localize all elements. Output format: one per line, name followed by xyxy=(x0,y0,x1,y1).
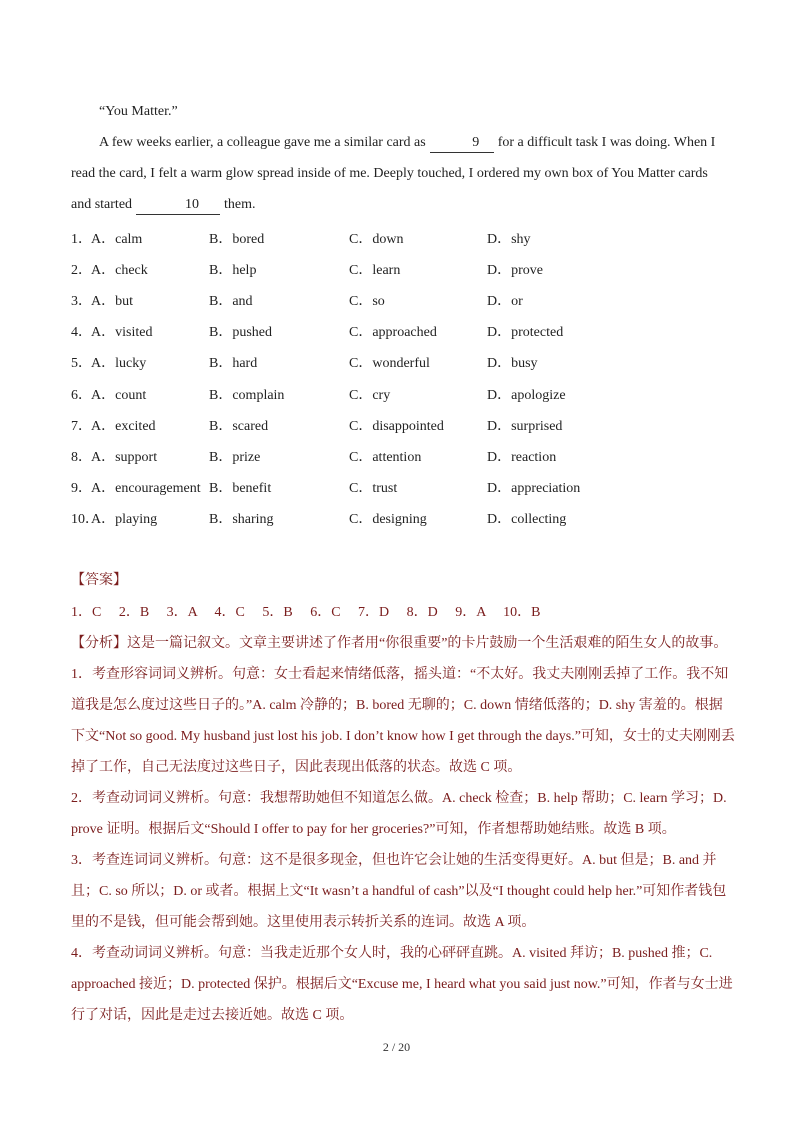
answer-heading: 【答案】 xyxy=(71,573,127,588)
question-number: 5． xyxy=(71,356,92,372)
option-a: A．playing xyxy=(91,512,158,528)
option-a: A．but xyxy=(91,293,133,309)
option-row xyxy=(71,284,731,315)
option-a: A．encouragement xyxy=(91,481,201,497)
option-row xyxy=(71,222,731,253)
option-d: D．appreciation xyxy=(487,481,581,497)
analysis-paragraph: 1．考查形容词词义辨析。句意：女士看起来情绪低落，摇头道：“不太好。我丈夫刚刚丢掉了工作。我不知道我是怎么度过这些日子的。”A. calm 冷静的；B. bored 无聊的；C. down 情绪低落的；D. shy 害羞的。根据下文“Not so good. My husband just lost his job. I don’t know how I get through the days.”可知，女士的丈夫刚刚丢掉了工作，自己无法度过这些日子，因此表现出低落的状态。故选 C 项。 xyxy=(71,667,735,775)
option-row xyxy=(71,503,731,534)
option-c: C．disappointed xyxy=(349,418,444,434)
question-number: 2． xyxy=(71,262,92,278)
option-c: C．learn xyxy=(349,262,401,278)
analysis-paragraph: 【分析】这是一篇记叙文。文章主要讲述了作者用“你很重要”的卡片鼓励一个生活艰难的陌生女人的故事。 xyxy=(71,636,728,651)
passage xyxy=(71,96,731,220)
blank-9: 9 xyxy=(430,134,494,153)
passage-paragraph xyxy=(71,127,731,220)
option-d: D．prove xyxy=(487,262,543,278)
option-c: C．trust xyxy=(349,481,398,497)
option-d: D．busy xyxy=(487,356,538,372)
option-d: D．protected xyxy=(487,325,564,341)
blank-10: 10 xyxy=(136,196,220,215)
option-c: C．wonderful xyxy=(349,356,430,372)
option-d: D．or xyxy=(487,293,523,309)
option-c: C．so xyxy=(349,293,385,309)
option-c: C．attention xyxy=(349,449,422,465)
passage-text-b: for a difficult task I was doing. When I read the card, I felt a warm glow spread inside of me. Deeply touched, I ordered my own box of You Matter cards and started xyxy=(71,135,716,212)
question-number: 8． xyxy=(71,449,92,465)
option-b: B．scared xyxy=(209,418,269,434)
option-c: C．cry xyxy=(349,387,391,403)
option-b: B．bored xyxy=(209,231,265,247)
option-row xyxy=(71,347,731,378)
option-b: B．and xyxy=(209,293,253,309)
question-number: 6． xyxy=(71,387,92,403)
option-a: A．calm xyxy=(91,231,143,247)
option-a: A．visited xyxy=(91,325,153,341)
option-b: B．help xyxy=(209,262,257,278)
option-b: B．complain xyxy=(209,387,285,403)
option-b: B．benefit xyxy=(209,481,272,497)
option-b: B．pushed xyxy=(209,325,272,341)
analysis-block xyxy=(71,628,736,1031)
option-d: D．shy xyxy=(487,231,531,247)
option-row xyxy=(71,378,731,409)
option-a: A．count xyxy=(91,387,147,403)
question-number: 3． xyxy=(71,293,92,309)
passage-text-a: A few weeks earlier, a colleague gave me a similar card as xyxy=(99,135,426,150)
option-row xyxy=(71,440,731,471)
option-a: A．lucky xyxy=(91,356,147,372)
option-d: D．reaction xyxy=(487,449,557,465)
options-list xyxy=(71,222,731,534)
question-number: 10． xyxy=(71,512,99,528)
option-row xyxy=(71,472,731,503)
option-c: C．down xyxy=(349,231,404,247)
option-a: A．check xyxy=(91,262,148,278)
question-number: 4． xyxy=(71,325,92,341)
option-b: B．hard xyxy=(209,356,258,372)
question-number: 7． xyxy=(71,418,92,434)
option-b: B．prize xyxy=(209,449,261,465)
option-d: D．apologize xyxy=(487,387,566,403)
option-row xyxy=(71,253,731,284)
analysis-paragraph: 3．考查连词词义辨析。句意：这不是很多现金，但也许它会让她的生活变得更好。A. but 但是；B. and 并且；C. so 所以；D. or 或者。根据上文“It wasn’t a handful of cash”以及“I thought could help her.”可知作者钱包里的不是钱，但可能会帮到她。这里使用表示转折关系的连词。故选 A 项。 xyxy=(71,853,727,930)
option-b: B．sharing xyxy=(209,512,274,528)
page-number: 2 / 20 xyxy=(382,1040,411,1054)
passage-text-c: them. xyxy=(224,197,256,212)
option-a: A．excited xyxy=(91,418,156,434)
option-a: A．support xyxy=(91,449,158,465)
passage-line-quote: “You Matter.” xyxy=(99,104,178,119)
option-c: C．approached xyxy=(349,325,437,341)
option-d: D．collecting xyxy=(487,512,567,528)
option-c: C．designing xyxy=(349,512,427,528)
option-d: D．surprised xyxy=(487,418,563,434)
question-number: 1． xyxy=(71,231,92,247)
question-number: 9． xyxy=(71,481,92,497)
analysis-paragraph: 4．考查动词词义辨析。句意：当我走近那个女人时，我的心砰砰直跳。A. visited 拜访；B. pushed 推；C. approached 接近；D. protected 保护。根据后文“Excuse me, I heard what you said just now.”可知，作者与女士进行了对话，因此是走过去接近她。故选 C 项。 xyxy=(71,946,733,1023)
answer-keys: 1．C 2．B 3．A 4．C 5．B 6．C 7．D 8．D 9．A 10．B xyxy=(71,605,541,620)
option-row xyxy=(71,316,731,347)
option-row xyxy=(71,409,731,440)
analysis-paragraph: 2．考查动词词义辨析。句意：我想帮助她但不知道怎么做。A. check 检查；B. help 帮助；C. learn 学习；D. prove 证明。根据后文“Should I offer to pay for her groceries?”可知，作者想帮助她结账。故选 B 项。 xyxy=(71,791,727,837)
